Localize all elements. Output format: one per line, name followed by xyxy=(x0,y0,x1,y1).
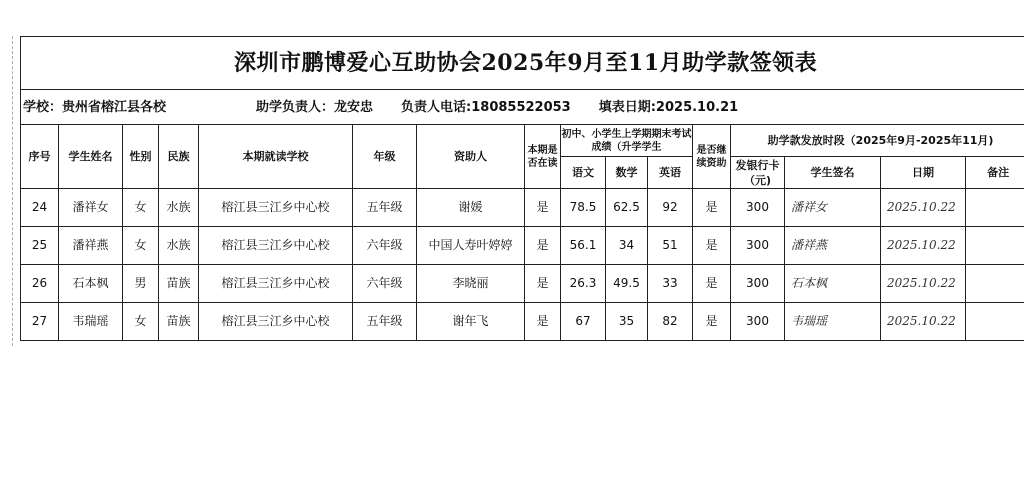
cell-school: 榕江县三江乡中心校 xyxy=(199,189,353,227)
cell-gender: 男 xyxy=(123,265,159,303)
header-gender: 性别 xyxy=(123,125,159,189)
cell-grade: 五年级 xyxy=(353,189,417,227)
header-sign-date: 日期 xyxy=(881,157,966,189)
header-signature: 学生签名 xyxy=(785,157,881,189)
cell-gender: 女 xyxy=(123,189,159,227)
cell-grade: 六年级 xyxy=(353,227,417,265)
cell-math: 35 xyxy=(606,303,648,341)
info-phone: 负责人电话:18085522053 xyxy=(401,99,571,115)
header-sponsor: 资助人 xyxy=(417,125,525,189)
cell-enrolled: 是 xyxy=(525,189,561,227)
cell-continue: 是 xyxy=(693,227,731,265)
header-period-group: 助学款发放时段（2025年9月-2025年11月) xyxy=(731,125,1024,157)
info-person: 助学负责人：龙安忠 xyxy=(256,99,374,115)
cell-card: 300 xyxy=(731,265,785,303)
cell-card: 300 xyxy=(731,189,785,227)
cell-card: 300 xyxy=(731,227,785,265)
cell-ethnicity: 水族 xyxy=(159,227,199,265)
cell-school: 榕江县三江乡中心校 xyxy=(199,227,353,265)
cell-grade: 五年级 xyxy=(353,303,417,341)
cell-no: 25 xyxy=(21,227,59,265)
cell-no: 27 xyxy=(21,303,59,341)
cell-english: 51 xyxy=(648,227,693,265)
header-english: 英语 xyxy=(648,157,693,189)
header-chinese: 语文 xyxy=(561,157,606,189)
cell-sponsor: 李晓丽 xyxy=(417,265,525,303)
header-ethnicity: 民族 xyxy=(159,125,199,189)
table-row xyxy=(21,303,1024,341)
cell-continue: 是 xyxy=(693,265,731,303)
cell-signature: 潘祥燕 xyxy=(785,227,881,265)
cell-english: 33 xyxy=(648,265,693,303)
cell-name: 石本枫 xyxy=(59,265,123,303)
cell-grade: 六年级 xyxy=(353,265,417,303)
cell-sign-date: 2025.10.22 xyxy=(881,303,966,341)
cell-continue: 是 xyxy=(693,303,731,341)
header-card: 发银行卡（元) xyxy=(731,157,785,189)
header-scores-group: 初中、小学生上学期期末考试成绩（升学学生 xyxy=(561,125,693,157)
header-continue: 是否继续资助 xyxy=(693,125,731,189)
cell-card: 300 xyxy=(731,303,785,341)
cell-note xyxy=(966,265,1024,303)
cell-sign-date: 2025.10.22 xyxy=(881,265,966,303)
cell-name: 韦瑞瑶 xyxy=(59,303,123,341)
header-no: 序号 xyxy=(21,125,59,189)
cell-enrolled: 是 xyxy=(525,303,561,341)
cell-note xyxy=(966,227,1024,265)
cell-sign-date: 2025.10.22 xyxy=(881,189,966,227)
header-math: 数学 xyxy=(606,157,648,189)
table-row xyxy=(21,265,1024,303)
form-title: 深圳市鹏博爱心互助协会2025年9月至11月助学款签领表 xyxy=(21,37,1024,90)
cell-no: 26 xyxy=(21,265,59,303)
cell-school: 榕江县三江乡中心校 xyxy=(199,265,353,303)
cell-enrolled: 是 xyxy=(525,227,561,265)
cell-gender: 女 xyxy=(123,303,159,341)
cell-school: 榕江县三江乡中心校 xyxy=(199,303,353,341)
cell-chinese: 78.5 xyxy=(561,189,606,227)
cell-no: 24 xyxy=(21,189,59,227)
cell-ethnicity: 苗族 xyxy=(159,303,199,341)
header-grade: 年级 xyxy=(353,125,417,189)
info-row xyxy=(21,90,1024,125)
cell-enrolled: 是 xyxy=(525,265,561,303)
cell-continue: 是 xyxy=(693,189,731,227)
form-table xyxy=(20,36,1024,341)
cell-name: 潘祥燕 xyxy=(59,227,123,265)
cell-sign-date: 2025.10.22 xyxy=(881,227,966,265)
header-note: 备注 xyxy=(966,157,1024,189)
table-row xyxy=(21,189,1024,227)
cell-ethnicity: 苗族 xyxy=(159,265,199,303)
cell-math: 62.5 xyxy=(606,189,648,227)
header-name: 学生姓名 xyxy=(59,125,123,189)
sign-sheet xyxy=(20,36,1010,341)
cell-english: 92 xyxy=(648,189,693,227)
cell-signature: 石本枫 xyxy=(785,265,881,303)
cell-math: 49.5 xyxy=(606,265,648,303)
cell-name: 潘祥女 xyxy=(59,189,123,227)
cell-chinese: 67 xyxy=(561,303,606,341)
table-row xyxy=(21,227,1024,265)
header-school: 本期就读学校 xyxy=(199,125,353,189)
header-enrolled: 本期是否在读 xyxy=(525,125,561,189)
info-school: 学校：贵州省榕江县各校 xyxy=(23,99,167,115)
cell-ethnicity: 水族 xyxy=(159,189,199,227)
cell-english: 82 xyxy=(648,303,693,341)
cell-sponsor: 谢年飞 xyxy=(417,303,525,341)
scan-edge-line xyxy=(12,36,13,346)
cell-sponsor: 中国人寿叶婷婷 xyxy=(417,227,525,265)
cell-chinese: 26.3 xyxy=(561,265,606,303)
cell-gender: 女 xyxy=(123,227,159,265)
cell-chinese: 56.1 xyxy=(561,227,606,265)
cell-signature: 韦瑞瑶 xyxy=(785,303,881,341)
cell-sponsor: 谢媛 xyxy=(417,189,525,227)
info-date: 填表日期:2025.10.21 xyxy=(598,99,739,115)
cell-math: 34 xyxy=(606,227,648,265)
cell-signature: 潘祥女 xyxy=(785,189,881,227)
cell-note xyxy=(966,303,1024,341)
cell-note xyxy=(966,189,1024,227)
